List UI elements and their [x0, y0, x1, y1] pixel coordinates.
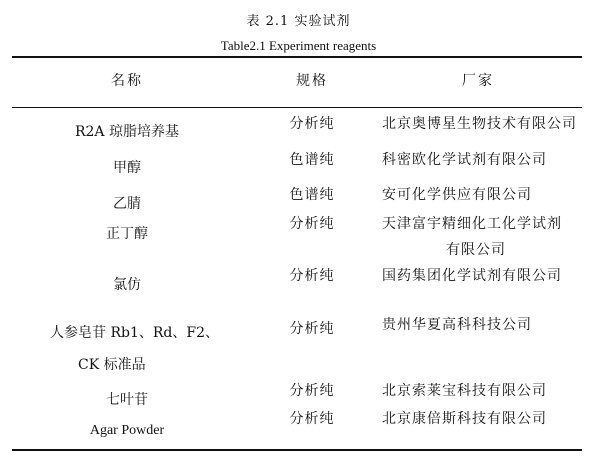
row-6-name-line-2: CK 标准品 [78, 357, 146, 373]
row-3-maker: 安可化学供应有限公司 [382, 187, 532, 203]
row-1-spec: 分析纯 [289, 116, 335, 132]
row-2-spec: 色谱纯 [289, 152, 335, 168]
row-4-maker-line-2: 有限公司 [446, 242, 506, 258]
row-3-name: 乙腈 [113, 196, 141, 212]
row-1-maker: 北京奥博星生物技术有限公司 [382, 116, 577, 132]
row-2-maker: 科密欧化学试剂有限公司 [382, 152, 547, 168]
row-7-spec: 分析纯 [289, 383, 335, 399]
row-4-name: 正丁醇 [106, 226, 148, 242]
column-header-maker: 厂家 [462, 73, 494, 89]
top-rule [12, 56, 582, 58]
row-4-maker-line-1: 天津富宇精细化工化学试剂 [382, 216, 562, 232]
row-8-spec: 分析纯 [289, 411, 335, 427]
table-caption-chinese: 表 2.1 实验试剂 [246, 14, 351, 29]
row-5-name: 氯仿 [113, 277, 141, 293]
row-7-maker: 北京索莱宝科技有限公司 [382, 383, 547, 399]
row-3-spec: 色谱纯 [289, 187, 335, 203]
column-header-spec: 规格 [296, 73, 328, 89]
row-6-maker: 贵州华夏高科科技公司 [382, 317, 532, 333]
row-5-spec: 分析纯 [289, 268, 335, 284]
row-1-name: R2A 琼脂培养基 [74, 124, 179, 140]
header-rule [12, 107, 582, 108]
row-5-maker: 国药集团化学试剂有限公司 [382, 268, 562, 284]
row-8-maker: 北京康倍斯科技有限公司 [382, 411, 547, 427]
row-6-spec: 分析纯 [289, 321, 335, 337]
row-8-name: Agar Powder [89, 423, 165, 438]
table-caption-english: Table2.1 Experiment reagents [220, 38, 377, 53]
row-4-spec: 分析纯 [289, 216, 335, 232]
row-6-name-line-1: 人参皂苷 Rb1、Rd、F2、 [50, 325, 219, 341]
row-7-name: 七叶苷 [106, 392, 148, 408]
column-header-name: 名称 [111, 73, 143, 89]
bottom-rule [12, 449, 582, 451]
row-2-name: 甲醇 [113, 160, 141, 176]
